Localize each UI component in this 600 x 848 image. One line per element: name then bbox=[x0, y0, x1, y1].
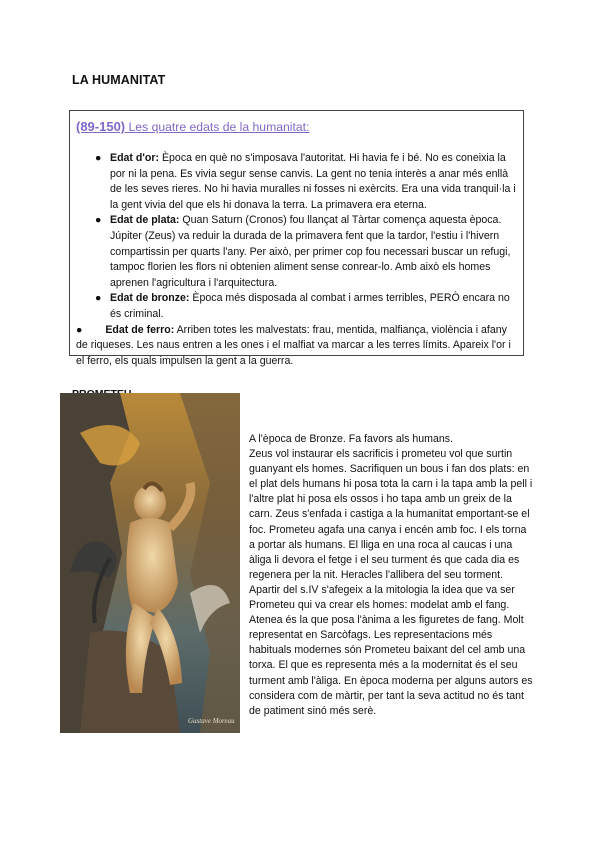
ages-heading bbox=[76, 119, 517, 134]
ages-heading-text: Les quatre edats de la humanitat: bbox=[128, 120, 310, 134]
age-name: Edat de ferro: bbox=[105, 323, 175, 336]
list-item bbox=[76, 291, 517, 322]
ages-box bbox=[69, 110, 524, 367]
painting-signature: Gustave Moreau bbox=[188, 717, 235, 725]
prometheus-painting bbox=[60, 393, 240, 733]
age-text: Arriben totes les malvestats: frau, mentida, malfiança, violència i afany de riqueses. Les naus entren a les ones i el malfiat va marcar a les terres límits. Apareix l'or i el ferro, els quals impulsen la gent a la guerra. bbox=[76, 323, 511, 367]
bullet-icon: ● bbox=[76, 323, 83, 336]
age-text: Quan Saturn (Cronos) fou llançat al Tàrtar comença aquesta època. Júpiter (Zeus) va reduir la durada de la primavera fent que la tardor, l'estiu i l'hivern compartissin per quarts l'any. Per això, per primer cop fou necessari buscar un refugi, tampoc florien les flors ni obtenien aliment sense conrear-lo. Amb això els homes aprenen l'agricultura i l'arquitectura. bbox=[110, 214, 511, 289]
bullet-icon: ● bbox=[95, 214, 102, 227]
age-name: Edat d'or: bbox=[110, 152, 160, 164]
paragraph: A l'època de Bronze. Fa favors als humans. bbox=[249, 433, 454, 445]
list-item bbox=[76, 151, 517, 213]
bullet-icon: ● bbox=[95, 292, 102, 305]
page-title: LA HUMANITAT bbox=[72, 73, 166, 87]
prometeu-text bbox=[249, 432, 534, 719]
paragraph: Zeus vol instaurar els sacrificis i prometeu vol que surtin guanyant els homes. Sacrifiquen un bous i fan dos plats: en el plat dels humans hi posa tota la carn i la tapa amb la pell i l'altre plat hi posa els ossos i ho tapa amb un greix de la carn. Zeus s'enfada i castiga a la humanitat emportant-se el foc. Prometeu agafa una canya i encén amb foc. I els torna a portar als humans. El lliga en una roca al caucas i una àliga li devora el fetge i el seu turment és que cada dia es regenera per la nit. Heracles l'allibera del seu torment. bbox=[249, 448, 533, 581]
ages-heading-range: (89-150) bbox=[76, 119, 126, 134]
age-text: Època en què no s'imposava l'autoritat. Hi havia fe i bé. No es coneixia la por ni la pena. Es vivia segur sense canvis. La gent no tenia interès a anar més enllà de les seves rieres. No hi havia muralles ni fosses ni exèrcits. Era una vida tranquil·la i la gent vivia del que els hi donava la terra. La primavera era eterna. bbox=[110, 152, 516, 211]
paragraph: Apartir del s.IV s'afegeix a la mitologia la idea que va ser Prometeu qui va crear els homes: modelat amb el fang. Atenea és la que posa l'ànima a les figuretes de fang. Molt representat en Sarcòfags. Les representacions més habituals modernes són Prometeu baixant del cel amb una torxa. El que es representa més a la modernitat és el seu turment amb l'àliga. En època moderna per alguns autors es considera com de màrtir, per tant la seva actitud no és tant de patiment sinó més serè. bbox=[249, 583, 533, 717]
age-name: Edat de plata: bbox=[110, 214, 180, 227]
bullet-icon: ● bbox=[95, 152, 102, 164]
ages-list bbox=[76, 151, 517, 369]
list-item bbox=[76, 213, 517, 291]
list-item bbox=[76, 323, 517, 370]
age-name: Edat de bronze: bbox=[110, 292, 190, 305]
age-text: Època més disposada al combat i armes terribles, PERÒ encara no és criminal. bbox=[110, 292, 510, 320]
